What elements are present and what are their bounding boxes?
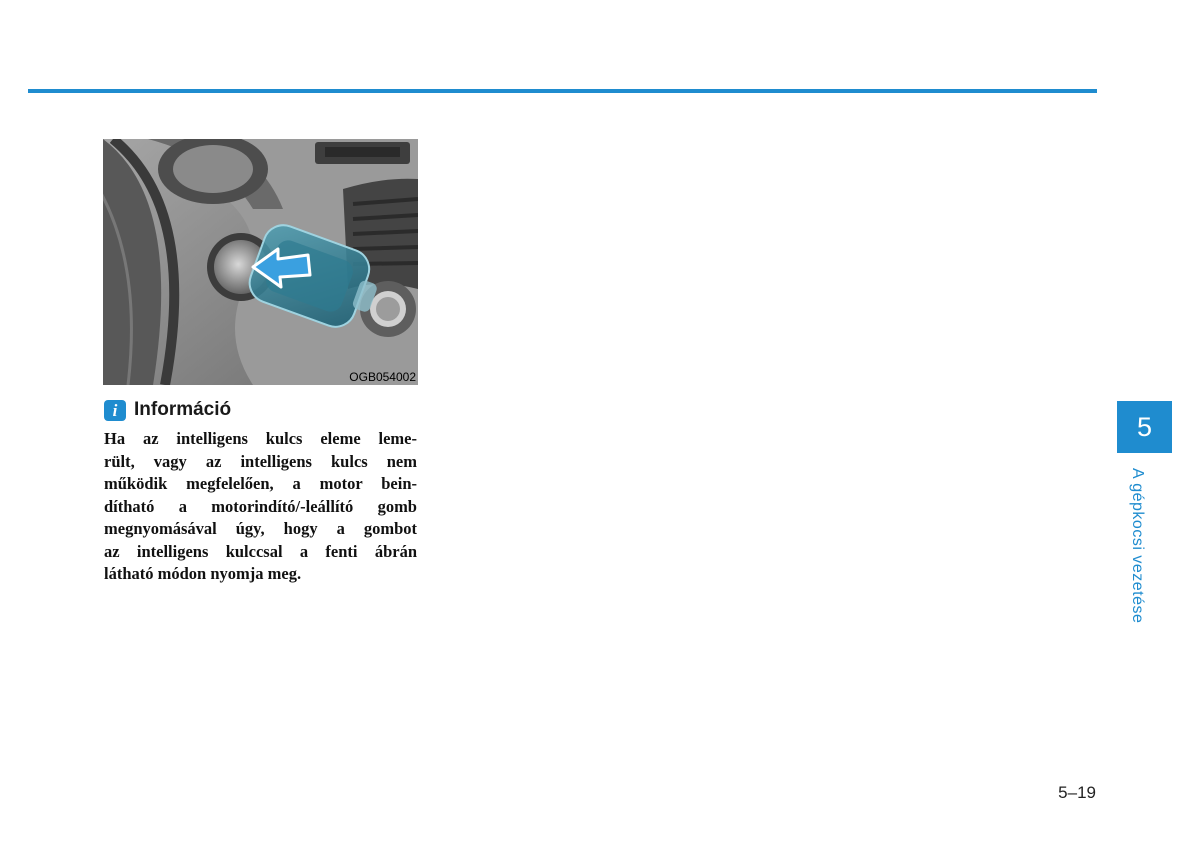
info-line: rült, vagy az intelligens kulcs nem <box>104 451 417 471</box>
page-number: 5–19 <box>1058 783 1096 802</box>
info-icon: i <box>104 400 126 421</box>
chapter-title: A gépkocsi vezetése <box>1129 468 1146 624</box>
info-heading <box>104 398 231 422</box>
figure-code: OGB054002 <box>349 370 416 384</box>
info-body <box>104 428 417 586</box>
illustration <box>103 139 418 385</box>
info-line: dítható a motorindító/-leállító gomb <box>104 496 417 516</box>
info-line: látható módon nyomja meg. <box>104 564 302 583</box>
info-line: működik megfelelően, a motor bein- <box>104 474 417 493</box>
header-rule <box>28 89 1097 93</box>
figure-smart-key-start-button <box>103 139 418 385</box>
info-title: Információ <box>134 399 232 420</box>
info-line: az intelligens kulccsal a fenti ábrán <box>104 541 417 561</box>
info-line: megnyomásával úgy, hogy a gombot <box>104 519 417 538</box>
chapter-number-tab: 5 <box>1117 401 1172 453</box>
info-line: Ha az intelligens kulcs eleme leme- <box>104 429 417 448</box>
